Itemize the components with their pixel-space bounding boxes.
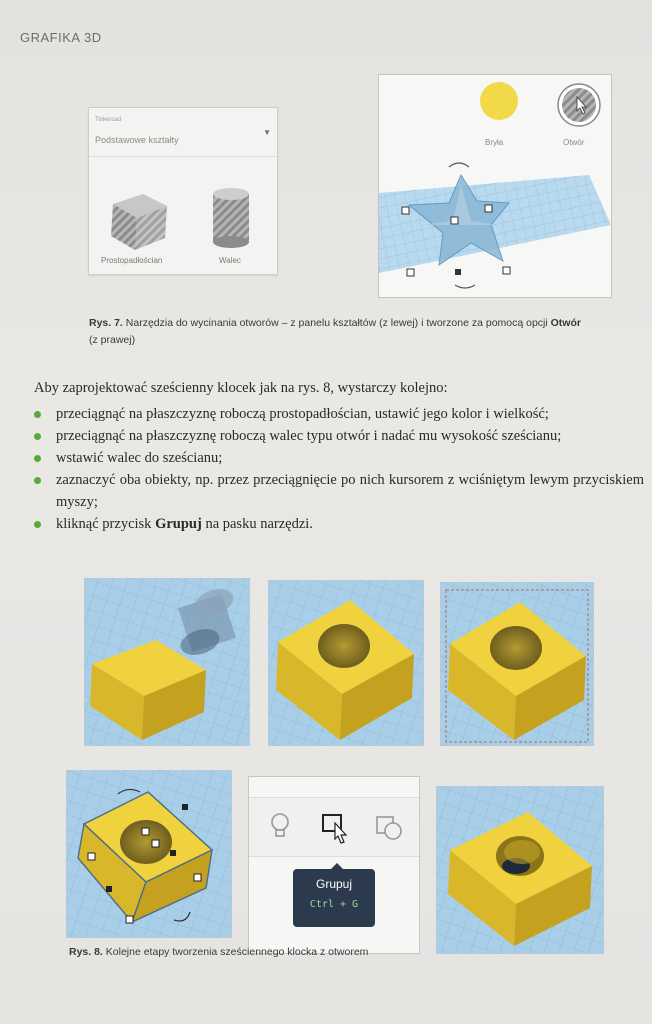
hole-cylinder-shape[interactable]: [207, 184, 257, 254]
bullet-icon: [34, 411, 41, 418]
bullet-icon: [34, 521, 41, 528]
resize-handle[interactable]: [402, 207, 409, 214]
step-text-end: na pasku narzędzi.: [201, 516, 313, 532]
solid-label: Bryła: [485, 138, 504, 147]
panel-divider: [89, 156, 277, 157]
figure-8-caption-text: Kolejne etapy tworzenia sześciennego klocka z otworem: [102, 946, 369, 958]
step-text: zaznaczyć oba obiekty, np. przez przeciągnięcie po nich kursorem z wciśniętym lewym przyciskiem myszy;: [56, 472, 644, 510]
resize-handle[interactable]: [126, 916, 133, 923]
section-header: GRAFIKA 3D: [20, 30, 102, 45]
step-text: przeciągnąć na płaszczyznę roboczą walec typu otwór i nadać mu wysokość sześcianu;: [56, 428, 562, 444]
list-item: [34, 513, 644, 535]
resize-handle[interactable]: [194, 874, 201, 881]
list-item: [34, 469, 644, 513]
solid-swatch[interactable]: [480, 82, 518, 120]
box-shape-label: Prostopadłościan: [101, 256, 163, 265]
step-bold: Grupuj: [155, 516, 202, 532]
resize-handle[interactable]: [106, 886, 112, 892]
step-2-image: [268, 580, 424, 746]
figure-7-caption-bold: Otwór: [550, 317, 581, 329]
chevron-down-icon[interactable]: ▼: [263, 128, 271, 137]
ungroup-icon[interactable]: [373, 813, 405, 843]
bullet-icon: [34, 477, 41, 484]
group-tooltip: [293, 869, 375, 927]
solid-hole-panel: [378, 74, 612, 298]
panel-small-label: Tinkercad: [95, 117, 122, 123]
figure-7-caption: [89, 315, 589, 349]
figure-8-number: Rys. 8.: [69, 946, 103, 958]
resize-handle[interactable]: [88, 853, 95, 860]
intro-text: Aby zaprojektować sześcienny klocek jak na rys. 8, wystarczy kolejno:: [34, 380, 448, 396]
bullet-icon: [34, 433, 41, 440]
resize-handle[interactable]: [455, 269, 461, 275]
basic-shapes-panel: [88, 107, 278, 275]
step-6-image: [436, 786, 604, 954]
shapes-dropdown-label[interactable]: Podstawowe kształty: [95, 135, 179, 145]
workplane-scene: [379, 75, 611, 297]
figure-7-number: Rys. 7.: [89, 317, 123, 329]
figure-7-caption-text-end: (z prawej): [89, 334, 136, 346]
rotate-arrow-icon[interactable]: [449, 163, 469, 167]
resize-handle[interactable]: [407, 269, 414, 276]
step-3-image: [440, 582, 594, 746]
tooltip-title: Grupuj: [315, 877, 353, 891]
step-text: przeciągnąć na płaszczyznę roboczą prostopadłościan, ustawić jego kolor i wielkość;: [56, 406, 549, 422]
resize-handle[interactable]: [142, 828, 149, 835]
resize-handle[interactable]: [170, 850, 176, 856]
resize-handle[interactable]: [451, 217, 458, 224]
list-item: [34, 403, 644, 425]
figure-8-caption: [69, 946, 368, 958]
resize-handle[interactable]: [485, 205, 492, 212]
resize-handle[interactable]: [182, 804, 188, 810]
rotate-arrow-icon[interactable]: [455, 285, 475, 288]
bullet-icon: [34, 455, 41, 462]
list-item: [34, 425, 644, 447]
toolbar-screenshot: [248, 776, 420, 954]
hole-label: Otwór: [563, 138, 585, 147]
tooltip-arrow: [331, 863, 343, 869]
step-text: wstawić walec do sześcianu;: [56, 450, 223, 466]
figure-7-caption-text: Narzędzia do wycinania otworów – z panelu kształtów (z lewej) i tworzone za pomocą opcji: [122, 317, 551, 329]
step-1-image: [84, 578, 250, 746]
cylinder-shape-label: Walec: [219, 256, 241, 265]
lightbulb-icon[interactable]: [269, 811, 291, 841]
resize-handle[interactable]: [152, 840, 159, 847]
list-item: [34, 447, 644, 469]
step-text: kliknąć przycisk: [56, 516, 156, 532]
group-icon[interactable]: [317, 809, 355, 849]
tooltip-shortcut: Ctrl + G: [309, 899, 359, 910]
step-4-image: [66, 770, 232, 938]
hole-box-shape[interactable]: [105, 184, 175, 254]
steps-list: [34, 403, 644, 535]
resize-handle[interactable]: [503, 267, 510, 274]
